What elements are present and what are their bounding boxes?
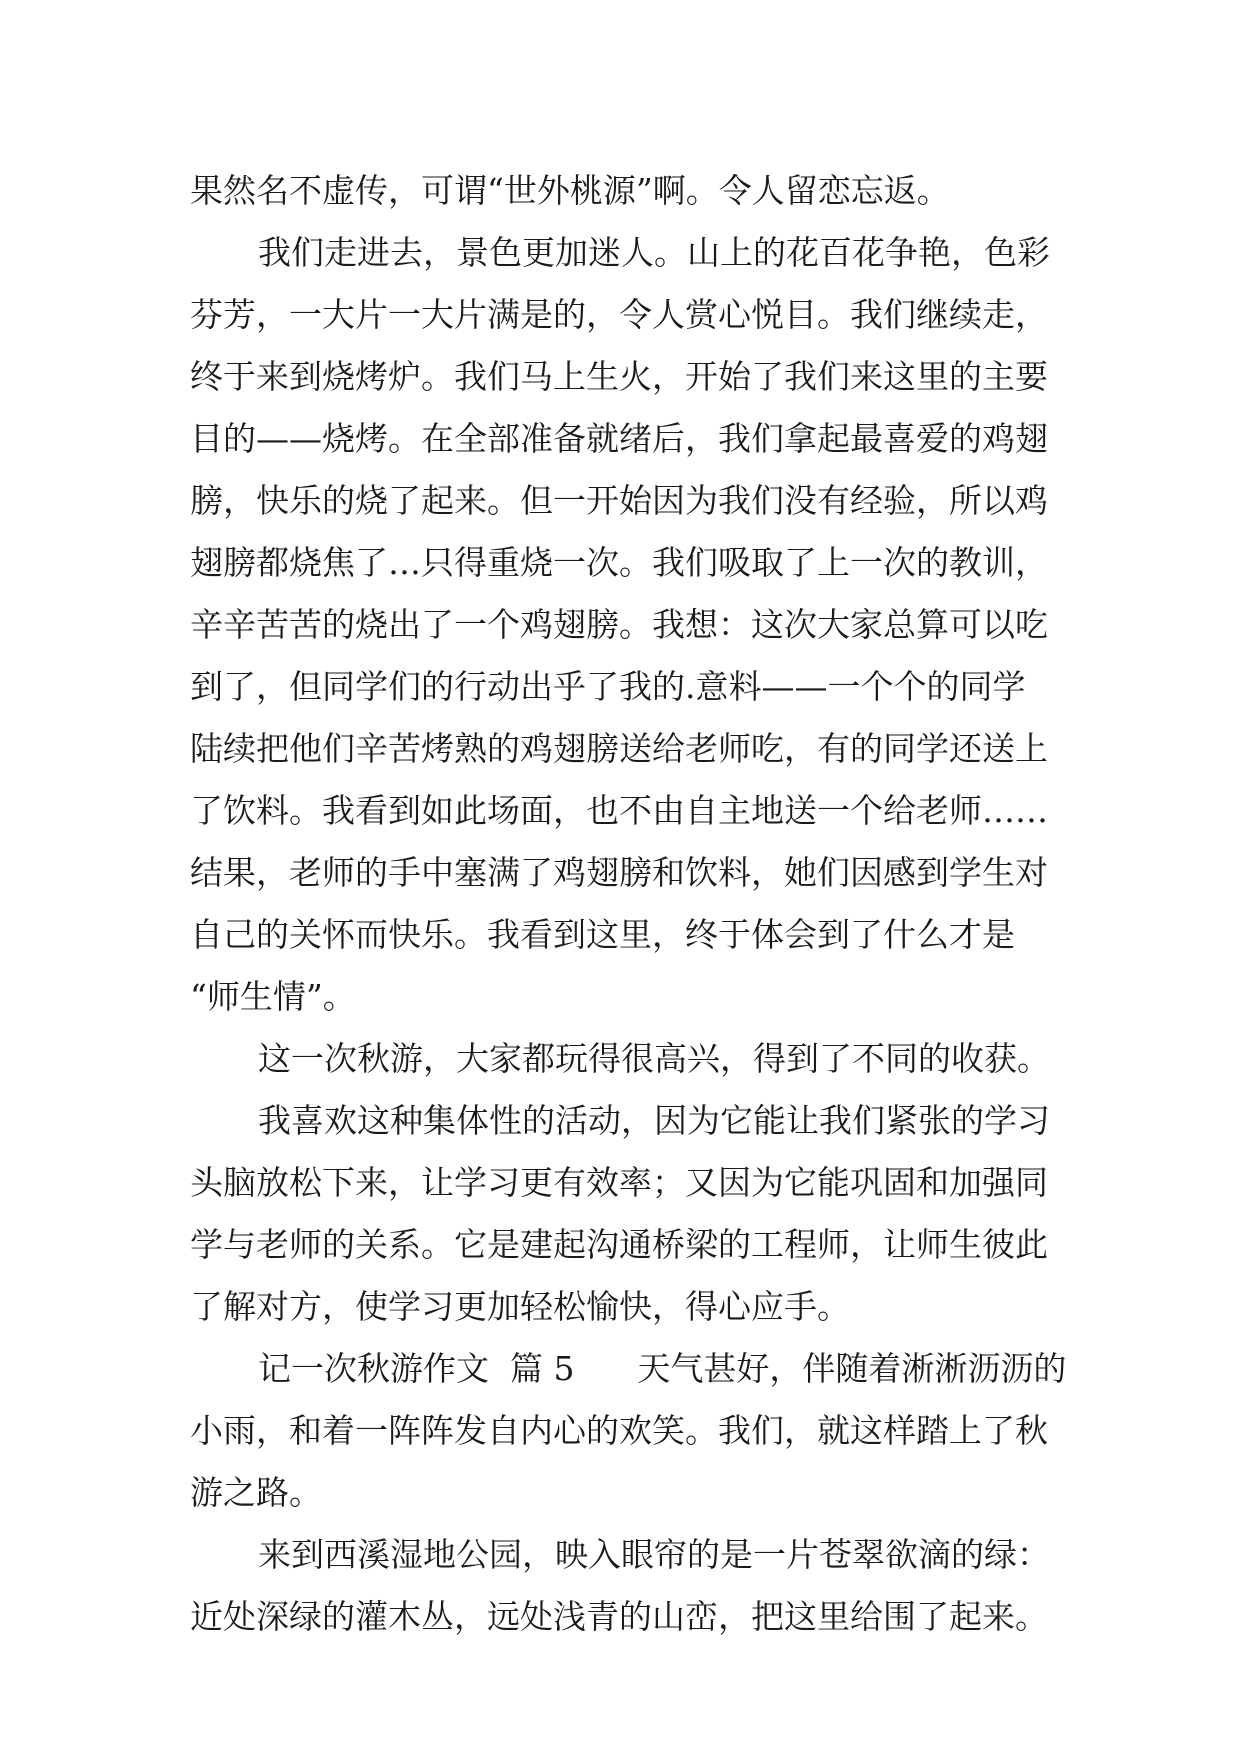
text-line: 膀，快乐的烧了起来。但一开始因为我们没有经验，所以鸡 [190,481,1048,520]
text-line: 小雨，和着一阵阵发自内心的欢笑。我们，就这样踏上了秋 [190,1411,1048,1450]
text-line: 学与老师的关系。它是建起沟通桥梁的工程师，让师生彼此 [190,1225,1048,1264]
text-line: 翅膀都烧焦了…只得重烧一次。我们吸取了上一次的教训， [190,543,1048,582]
text-line: 果然名不虚传，可谓“世外桃源”啊。令人留恋忘返。 [190,171,950,210]
text-line: 终于来到烧烤炉。我们马上生火，开始了我们来这里的主要 [190,357,1048,396]
text-line: 自己的关怀而快乐。我看到这里，终于体会到了什么才是 [190,915,1015,954]
essay-body [190,160,1070,1648]
text-line: 来到西溪湿地公园，映入眼帘的是一片苍翠欲滴的绿： [258,1535,1050,1574]
section-heading-line: 记一次秋游作文 篇 5 天气甚好，伴随着淅淅沥沥的 [258,1349,1067,1388]
text-line: 陆续把他们辛苦烤熟的鸡翅膀送给老师吃，有的同学还送上 [190,729,1048,768]
text-line: 结果，老师的手中塞满了鸡翅膀和饮料，她们因感到学生对 [190,853,1048,892]
text-line: 我喜欢这种集体性的活动，因为它能让我们紧张的学习 [258,1101,1050,1140]
text-line: 这一次秋游，大家都玩得很高兴，得到了不同的收获。 [258,1039,1050,1078]
text-line: 我们走进去，景色更加迷人。山上的花百花争艳，色彩 [258,233,1050,272]
text-line: 头脑放松下来，让学习更有效率；又因为它能巩固和加强同 [190,1163,1048,1202]
text-line: 目的——烧烤。在全部准备就绪后，我们拿起最喜爱的鸡翅 [190,419,1048,458]
text-line: 了解对方，使学习更加轻松愉快，得心应手。 [190,1287,850,1326]
text-line: 芬芳，一大片一大片满是的，令人赏心悦目。我们继续走， [190,295,1048,334]
text-line: “师生情”。 [190,977,356,1016]
text-line: 游之路。 [190,1473,322,1512]
text-line: 了饮料。我看到如此场面，也不由自主地送一个给老师…… [190,791,1048,830]
text-line: 辛辛苦苦的烧出了一个鸡翅膀。我想：这次大家总算可以吃 [190,605,1048,644]
text-line: 到了，但同学们的行动出乎了我的.意料——一个个的同学 [190,667,1026,706]
text-line: 近处深绿的灌木丛，远处浅青的山峦，把这里给围了起来。 [190,1597,1048,1636]
